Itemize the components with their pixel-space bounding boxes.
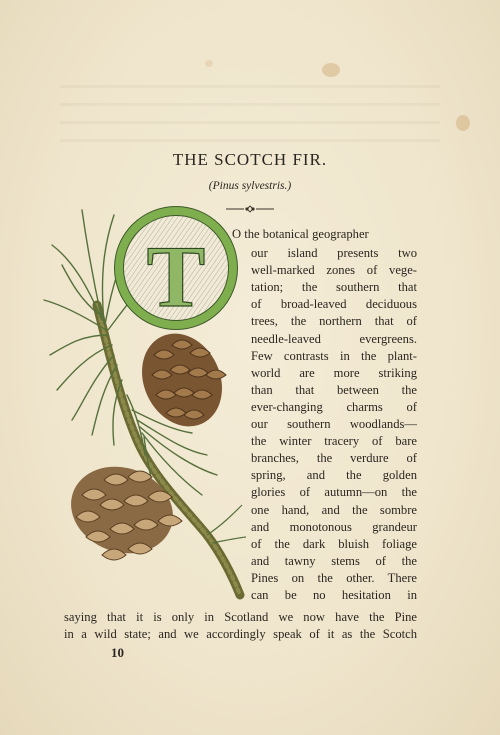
body-line: can be no hesitation in — [251, 588, 417, 602]
body-line: ever-changing charms of — [251, 399, 417, 414]
body-line: and monotonous grandeur — [251, 519, 417, 534]
body-line: and tawny stems of the — [251, 553, 417, 568]
body-line: branches, the verdure of — [251, 451, 417, 466]
body-line: of broad-leaved deciduous — [251, 297, 417, 312]
decorated-initial — [112, 206, 240, 330]
body-line: tation; the southern that — [251, 280, 417, 295]
body-line: of the dark bluish foliage — [251, 536, 417, 551]
body-line: well-marked zones of vege- — [251, 263, 417, 278]
page-title: THE SCOTCH FIR. — [172, 150, 328, 169]
body-line: needle-leaved evergreens. — [251, 331, 417, 346]
page-number: 10 — [111, 645, 124, 660]
body-line: world are more striking — [251, 365, 417, 380]
body-line: one hand, and the sombre — [251, 502, 417, 517]
body-line: trees, the northern that of — [251, 314, 417, 329]
body-line: glories of autumn—on the — [251, 485, 417, 500]
body-line-full: in a wild state; and we accordingly speak of it as the Scotch — [64, 627, 417, 641]
body-line: the winter tracery of bare — [251, 434, 417, 449]
body-line: Pines on the other. There — [251, 570, 417, 585]
foxing-spot — [456, 115, 470, 131]
pine-cone-lower — [59, 453, 185, 568]
initial-letter: T — [146, 229, 206, 326]
foxing-spot — [205, 60, 213, 67]
body-line: spring, and the golden — [251, 468, 417, 483]
body-line: our island presents two — [251, 246, 417, 260]
body-line-first: O the botanical geographer — [232, 227, 369, 241]
body-line-full: saying that it is only in Scotland we now have the Pine — [64, 610, 417, 624]
pine-cone-upper — [127, 320, 236, 439]
body-line: Few contrasts in the plant- — [251, 348, 417, 363]
body-line: our southern woodlands— — [251, 417, 417, 431]
foxing-spot — [322, 63, 340, 77]
show-through-text — [60, 85, 440, 145]
body-line: than that between the — [251, 382, 417, 397]
species-subtitle: (Pinus sylvestris.) — [208, 180, 292, 192]
